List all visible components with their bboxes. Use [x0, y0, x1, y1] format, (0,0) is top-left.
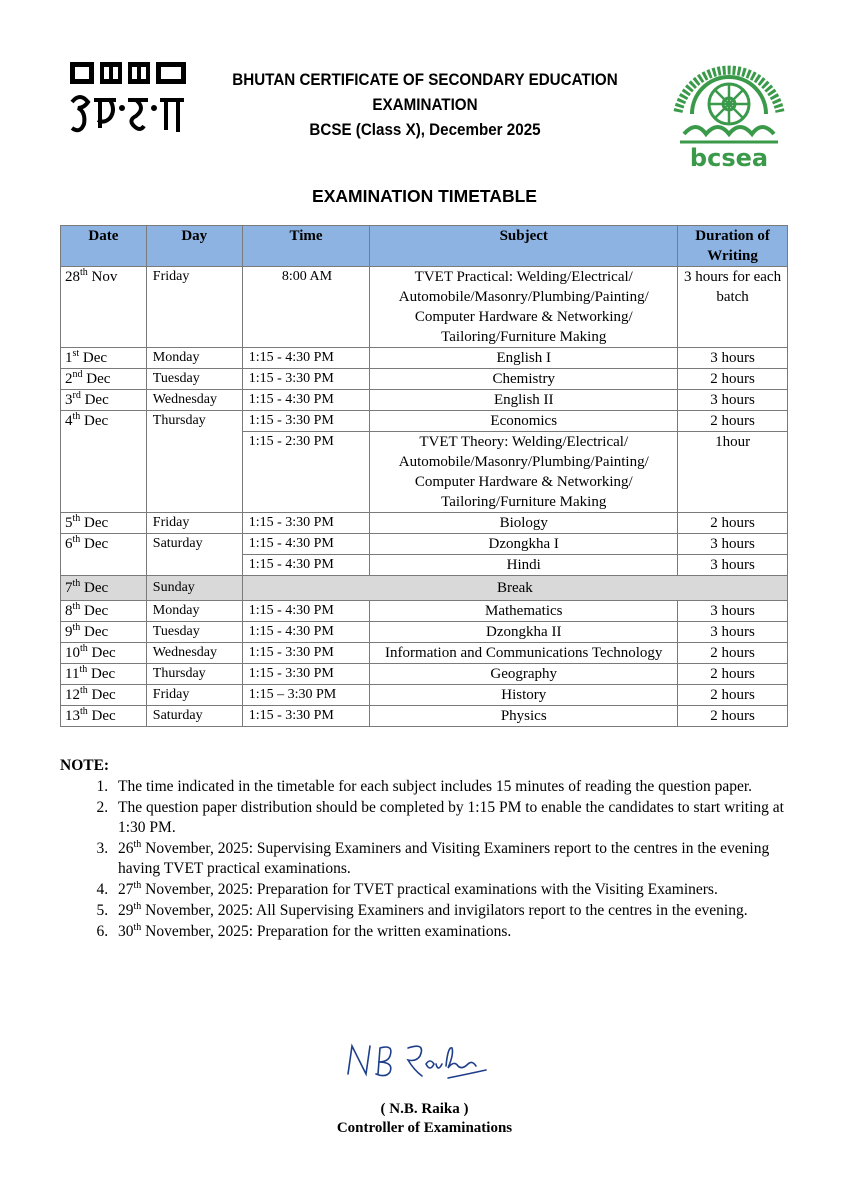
- subject-cell: Information and Communications Technology: [370, 643, 678, 664]
- time-cell: 1:15 - 3:30 PM: [242, 643, 370, 664]
- table-row: [61, 513, 788, 534]
- duration-cell: 2 hours: [678, 664, 788, 685]
- col-header-day: Day: [146, 226, 242, 267]
- timetable: [60, 225, 788, 727]
- table-row-break: [61, 576, 788, 601]
- header-line-3: BCSE (Class X), December 2025: [309, 121, 541, 139]
- day-cell: Thursday: [146, 411, 242, 513]
- time-cell: 1:15 – 3:30 PM: [242, 685, 370, 706]
- time-cell: 1:15 - 2:30 PM: [242, 432, 370, 513]
- date-cell: 9th Dec: [61, 622, 147, 643]
- duration-cell: 3 hours for each batch: [678, 267, 788, 348]
- table-row: [61, 706, 788, 727]
- handwritten-signature: [330, 1034, 510, 1084]
- duration-cell: 2 hours: [678, 685, 788, 706]
- day-cell: Wednesday: [146, 643, 242, 664]
- timetable-header-row: [61, 226, 788, 267]
- subject-cell: Economics: [370, 411, 678, 432]
- notes-list: [60, 777, 790, 942]
- notes-heading: NOTE:: [60, 757, 110, 774]
- table-row: [61, 369, 788, 390]
- duration-cell: 3 hours: [678, 555, 788, 576]
- day-cell: Saturday: [146, 706, 242, 727]
- table-row: [61, 601, 788, 622]
- notes-section: [60, 756, 790, 943]
- day-cell: Friday: [146, 513, 242, 534]
- table-row: [61, 664, 788, 685]
- date-cell: 2nd Dec: [61, 369, 147, 390]
- subject-cell: English II: [370, 390, 678, 411]
- day-cell: Tuesday: [146, 622, 242, 643]
- date-cell: 6th Dec: [61, 534, 147, 576]
- table-row: [61, 534, 788, 555]
- note-item: 6. 30th November, 2025: Preparation for the written examinations.: [112, 922, 790, 942]
- date-cell: 13th Dec: [61, 706, 147, 727]
- duration-cell: 3 hours: [678, 534, 788, 555]
- table-row: [61, 348, 788, 369]
- note-item: 5. 29th November, 2025: All Supervising Examiners and invigilators report to the centres in the evening.: [112, 901, 790, 921]
- subject-cell: Dzongkha II: [370, 622, 678, 643]
- table-row: [61, 643, 788, 664]
- date-cell: 3rd Dec: [61, 390, 147, 411]
- time-cell: 1:15 - 4:30 PM: [242, 348, 370, 369]
- day-cell: Friday: [146, 267, 242, 348]
- duration-cell: 2 hours: [678, 411, 788, 432]
- duration-cell: 3 hours: [678, 390, 788, 411]
- subject-cell: Mathematics: [370, 601, 678, 622]
- header-line-2: EXAMINATION: [372, 96, 478, 114]
- subject-cell: Biology: [370, 513, 678, 534]
- day-cell: Monday: [146, 348, 242, 369]
- day-cell: Tuesday: [146, 369, 242, 390]
- time-cell: 1:15 - 4:30 PM: [242, 555, 370, 576]
- duration-cell: 2 hours: [678, 706, 788, 727]
- break-cell: Break: [242, 576, 787, 601]
- duration-cell: 2 hours: [678, 643, 788, 664]
- duration-cell: 3 hours: [678, 622, 788, 643]
- duration-cell: 2 hours: [678, 513, 788, 534]
- timetable-title: EXAMINATION TIMETABLE: [312, 186, 537, 206]
- time-cell: 1:15 - 4:30 PM: [242, 534, 370, 555]
- note-item: 2. The question paper distribution should be completed by 1:15 PM to enable the candidates to start writing at 1:30 PM.: [112, 798, 790, 838]
- time-cell: 1:15 - 4:30 PM: [242, 390, 370, 411]
- note-item: 1. The time indicated in the timetable for each subject includes 15 minutes of reading the question paper.: [112, 777, 790, 797]
- table-row: [61, 390, 788, 411]
- time-cell: 1:15 - 3:30 PM: [242, 369, 370, 390]
- dzongkha-wordmark-logo: [66, 56, 190, 146]
- subject-cell: Geography: [370, 664, 678, 685]
- signatory-name: ( N.B. Raika ): [380, 1101, 469, 1117]
- subject-cell: TVET Theory: Welding/Electrical/ Automobile/Masonry/Plumbing/Painting/ Computer Hardware & Networking/ Tailoring/Furniture Making: [370, 432, 678, 513]
- day-cell: Wednesday: [146, 390, 242, 411]
- bcsea-logo: [664, 42, 794, 174]
- signatory-block: [0, 1100, 849, 1138]
- subject-cell: Hindi: [370, 555, 678, 576]
- col-header-time: Time: [242, 226, 370, 267]
- date-cell: 10th Dec: [61, 643, 147, 664]
- signatory-title: Controller of Examinations: [336, 1120, 513, 1136]
- exam-header: [218, 68, 632, 143]
- col-header-subject: Subject: [370, 226, 678, 267]
- date-cell: 1st Dec: [61, 348, 147, 369]
- table-row: [61, 267, 788, 348]
- bcsea-logo-text: bcsea: [689, 144, 769, 172]
- subject-cell: History: [370, 685, 678, 706]
- header-line-1: BHUTAN CERTIFICATE OF SECONDARY EDUCATION: [232, 71, 618, 89]
- date-cell: 4th Dec: [61, 411, 147, 513]
- subject-cell: Chemistry: [370, 369, 678, 390]
- day-cell: Saturday: [146, 534, 242, 576]
- date-cell: 8th Dec: [61, 601, 147, 622]
- note-item: 4. 27th November, 2025: Preparation for TVET practical examinations with the Visiting Examiners.: [112, 880, 790, 900]
- date-cell: 28th Nov: [61, 267, 147, 348]
- time-cell: 1:15 - 3:30 PM: [242, 706, 370, 727]
- date-cell: 12th Dec: [61, 685, 147, 706]
- date-cell: 5th Dec: [61, 513, 147, 534]
- day-cell: Sunday: [146, 576, 242, 601]
- duration-cell: 2 hours: [678, 369, 788, 390]
- subject-cell: TVET Practical: Welding/Electrical/ Automobile/Masonry/Plumbing/Painting/ Computer Hardware & Networking/ Tailoring/Furniture Making: [370, 267, 678, 348]
- time-cell: 1:15 - 4:30 PM: [242, 622, 370, 643]
- date-cell: 11th Dec: [61, 664, 147, 685]
- subject-cell: Dzongkha I: [370, 534, 678, 555]
- subject-cell: Physics: [370, 706, 678, 727]
- duration-cell: 3 hours: [678, 348, 788, 369]
- day-cell: Monday: [146, 601, 242, 622]
- date-cell: 7th Dec: [61, 576, 147, 601]
- col-header-duration: Duration of Writing: [678, 226, 788, 267]
- duration-cell: 3 hours: [678, 601, 788, 622]
- table-row: [61, 411, 788, 432]
- day-cell: Thursday: [146, 664, 242, 685]
- duration-cell: 1hour: [678, 432, 788, 513]
- note-item: 3. 26th November, 2025: Supervising Examiners and Visiting Examiners report to the centres in the evening having TVET practical examinations.: [112, 839, 790, 879]
- table-row: [61, 622, 788, 643]
- time-cell: 1:15 - 4:30 PM: [242, 601, 370, 622]
- table-row: [61, 685, 788, 706]
- subject-cell: English I: [370, 348, 678, 369]
- time-cell: 1:15 - 3:30 PM: [242, 664, 370, 685]
- time-cell: 1:15 - 3:30 PM: [242, 513, 370, 534]
- day-cell: Friday: [146, 685, 242, 706]
- time-cell: 8:00 AM: [242, 267, 370, 348]
- time-cell: 1:15 - 3:30 PM: [242, 411, 370, 432]
- col-header-date: Date: [61, 226, 147, 267]
